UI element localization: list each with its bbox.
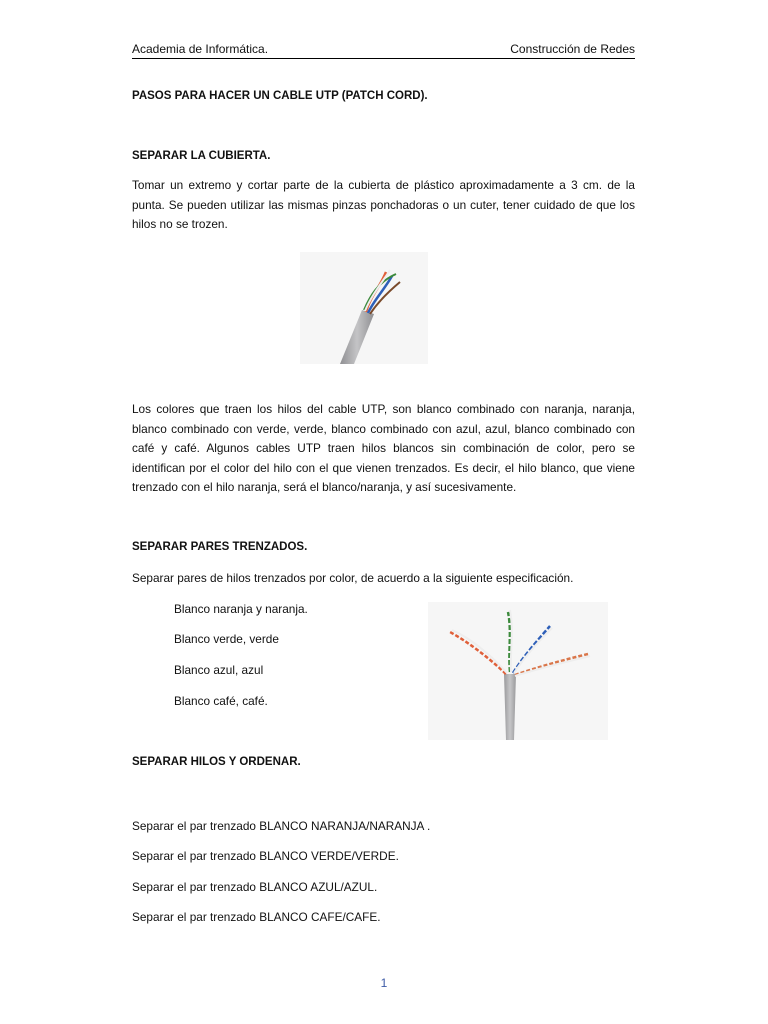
pair-item: Blanco verde, verde — [174, 632, 279, 646]
document-title: PASOS PARA HACER UN CABLE UTP (PATCH CORD). — [132, 90, 428, 102]
step-item: Separar el par trenzado BLANCO VERDE/VERDE. — [132, 849, 399, 863]
pair-item: Blanco café, café. — [174, 694, 268, 708]
page-number: 1 — [380, 976, 388, 990]
section-text-cubierta: Tomar un extremo y cortar parte de la cubierta de plástico aproximadamente a 3 cm. de la punta. Se pueden utilizar las mismas pinzas ponchadoras o un cuter, tener cuidado de que los hilos no se trozen. — [132, 178, 635, 231]
page-header — [132, 42, 635, 59]
header-left: Academia de Informática. — [132, 42, 269, 56]
pair-item: Blanco azul, azul — [174, 663, 264, 677]
stripped-cable-image — [300, 252, 428, 364]
section-intro-pares: Separar pares de hilos trenzados por color, de acuerdo a la siguiente especificación. — [132, 571, 574, 585]
section-heading-ordenar: SEPARAR HILOS Y ORDENAR. — [132, 756, 301, 768]
pair-item: Blanco naranja y naranja. — [174, 602, 308, 616]
colors-paragraph: Los colores que traen los hilos del cable UTP, son blanco combinado con naranja, naranja, blanco combinado con verde, verde, blanco combinado con azul, azul, blanco combinado con café y café. Algunos cables UTP traen hilos blancos sin combinación de color, pero se identifican por el color del hilo con el que vienen trenzados. Es decir, el hilo blanco, que viene trenzado con el hilo naranja, será el blanco/naranja, y así sucesivamente. — [132, 402, 635, 494]
section-heading-cubierta: SEPARAR LA CUBIERTA. — [132, 150, 271, 162]
step-item: Separar el par trenzado BLANCO CAFE/CAFE. — [132, 910, 381, 924]
section-heading-pares: SEPARAR PARES TRENZADOS. — [132, 541, 308, 553]
twisted-pairs-image — [428, 602, 608, 740]
step-item: Separar el par trenzado BLANCO NARANJA/NARANJA . — [132, 819, 431, 833]
header-right: Construcción de Redes — [510, 42, 635, 56]
step-item: Separar el par trenzado BLANCO AZUL/AZUL. — [132, 880, 378, 894]
